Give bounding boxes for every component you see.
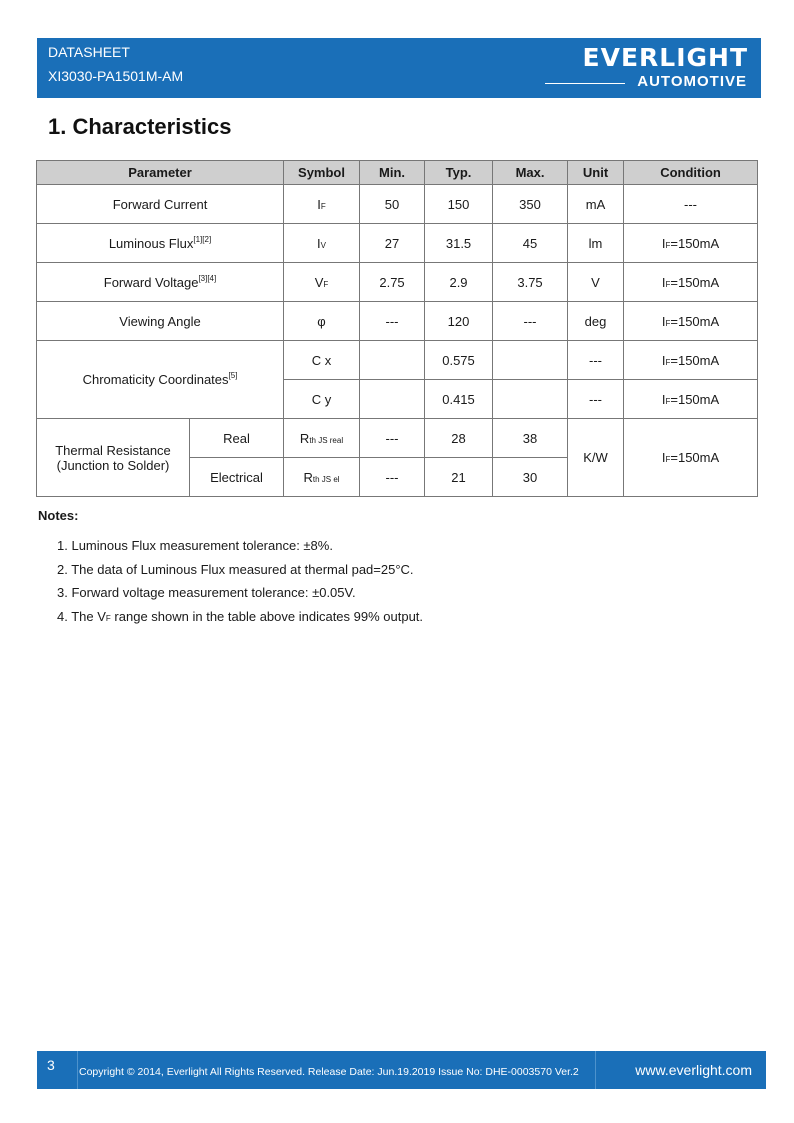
header-unit: Unit [568,161,624,185]
symbol-cell: φ [284,302,360,341]
section-heading: Characteristics [72,114,232,139]
typ-cell: 21 [425,458,493,497]
typ-cell: 0.575 [425,341,493,380]
section-title [48,114,231,140]
list-item: 2. The data of Luminous Flux measured at thermal pad=25°C. [57,561,414,577]
table-row [37,185,758,224]
max-cell: --- [493,302,568,341]
param-cell: Forward Current [37,185,284,224]
section-number: 1. [48,114,67,139]
max-cell [493,380,568,419]
header-symbol: Symbol [284,161,360,185]
footer-divider [595,1051,596,1089]
typ-cell: 31.5 [425,224,493,263]
table-header-row [37,161,758,185]
condition-cell: IF=150mA [624,341,758,380]
typ-cell: 120 [425,302,493,341]
min-cell: --- [360,419,425,458]
symbol-cell: C x [284,341,360,380]
symbol-cell: IV [284,224,360,263]
copyright-text: Copyright © 2014, Everlight All Rights Reserved. Release Date: Jun.19.2019 Issue No: DHE-0003570 Ver.2 [79,1066,579,1078]
unit-cell: --- [568,341,624,380]
param-cell [37,419,190,497]
min-cell: 27 [360,224,425,263]
min-cell: 2.75 [360,263,425,302]
page-header [37,38,761,98]
header-max: Max. [493,161,568,185]
max-cell: 38 [493,419,568,458]
param-cell: Luminous Flux[1][2] [37,224,284,263]
typ-cell: 2.9 [425,263,493,302]
characteristics-table [36,160,758,497]
table-row [37,419,758,458]
header-parameter: Parameter [37,161,284,185]
list-item: 4. The VF range shown in the table above indicates 99% output. [57,608,424,624]
min-cell [360,380,425,419]
thermal-line-2: (Junction to Solder) [56,457,170,473]
max-cell: 30 [493,458,568,497]
unit-cell: mA [568,185,624,224]
table-row [37,341,758,380]
min-cell [360,341,425,380]
unit-cell: V [568,263,624,302]
symbol-cell: Rth JS el [284,458,360,497]
page-number: 3 [47,1057,55,1073]
website-link[interactable]: www.everlight.com [635,1062,752,1078]
condition-cell: IF=150mA [624,302,758,341]
min-cell: --- [360,302,425,341]
condition-cell: --- [624,185,758,224]
doc-type-label: DATASHEET [48,44,130,60]
header-condition: Condition [624,161,758,185]
condition-cell: IF=150mA [624,263,758,302]
symbol-cell: Rth JS real [284,419,360,458]
thermal-line-1: Thermal Resistance [55,442,171,458]
header-min: Min. [360,161,425,185]
list-item: 3. Forward voltage measurement tolerance: ±0.05V. [57,585,356,600]
condition-cell: IF=150mA [624,419,758,497]
unit-cell: deg [568,302,624,341]
logo-divider [545,83,625,84]
symbol-cell: IF [284,185,360,224]
param-cell: Chromaticity Coordinates[5] [37,341,284,419]
notes-title: Notes: [38,508,79,523]
max-cell: 45 [493,224,568,263]
model-number: XI3030-PA1501M-AM [48,68,184,84]
unit-cell: lm [568,224,624,263]
table-row [37,302,758,341]
min-cell: 50 [360,185,425,224]
typ-cell: 0.415 [425,380,493,419]
unit-cell: --- [568,380,624,419]
min-cell: --- [360,458,425,497]
condition-cell: IF=150mA [624,224,758,263]
max-cell [493,341,568,380]
max-cell: 3.75 [493,263,568,302]
typ-cell: 28 [425,419,493,458]
subparam-cell: Electrical [190,458,284,497]
notes-list [57,534,423,628]
param-cell: Forward Voltage[3][4] [37,263,284,302]
header-typ: Typ. [425,161,493,185]
footer-divider [77,1051,78,1089]
unit-cell: K/W [568,419,624,497]
everlight-logo: EVERLIGHT [582,43,748,72]
condition-cell: IF=150mA [624,380,758,419]
table-row [37,263,758,302]
param-cell: Viewing Angle [37,302,284,341]
subparam-cell: Real [190,419,284,458]
table-row [37,224,758,263]
page-footer [37,1051,766,1089]
list-item: 1. Luminous Flux measurement tolerance: ±8%. [57,538,333,553]
symbol-cell: VF [284,263,360,302]
typ-cell: 150 [425,185,493,224]
logo-subtitle: AUTOMOTIVE [637,73,747,90]
max-cell: 350 [493,185,568,224]
symbol-cell: C y [284,380,360,419]
